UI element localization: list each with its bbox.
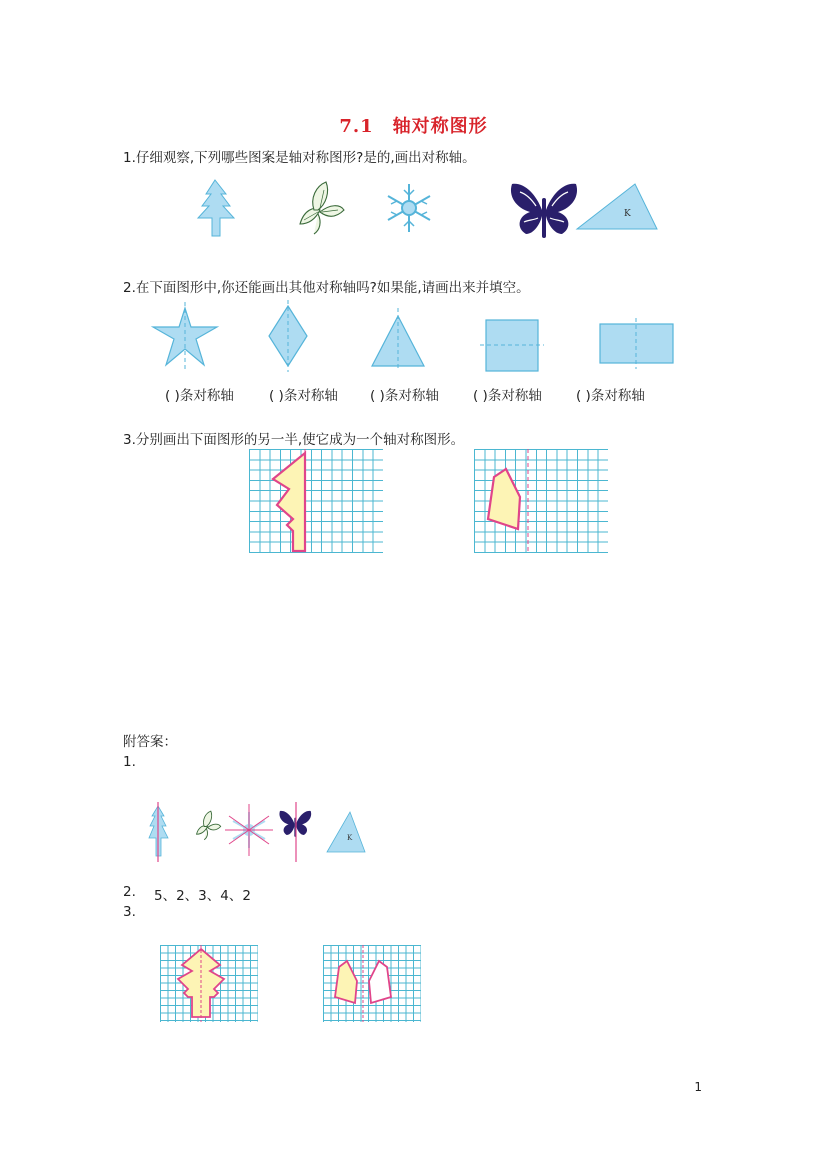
page-number: 1 bbox=[694, 1080, 702, 1094]
question-1: 1.仔细观察,下列哪些图案是轴对称图形?是的,画出对称轴。 bbox=[123, 150, 476, 166]
snowflake-icon bbox=[388, 184, 430, 232]
q2-figures bbox=[150, 300, 680, 372]
answer-2-text: 5、2、3、4、2 bbox=[154, 888, 251, 904]
answer-1-label: 1. bbox=[123, 754, 136, 770]
q1-figures bbox=[190, 178, 670, 242]
rectangle-shape bbox=[600, 324, 673, 363]
question-2: 2.在下面图形中,你还能画出其他对称轴吗?如果能,请画出来并填空。 bbox=[123, 280, 530, 296]
blank-5[interactable]: ( )条对称轴 bbox=[576, 388, 645, 404]
leaf-icon bbox=[197, 811, 221, 840]
blank-1[interactable]: ( )条对称轴 bbox=[165, 388, 234, 404]
triangle-letter: K bbox=[347, 834, 353, 842]
triangle-letter: K bbox=[624, 209, 631, 219]
q3-grid-1 bbox=[249, 449, 383, 553]
leaf-icon bbox=[300, 182, 344, 234]
tree-icon bbox=[198, 180, 234, 236]
butterfly-icon bbox=[279, 811, 311, 837]
butterfly-icon bbox=[511, 184, 577, 238]
triangle-icon bbox=[577, 184, 657, 229]
question-3: 3.分别画出下面图形的另一半,使它成为一个轴对称图形。 bbox=[123, 432, 465, 448]
blank-4[interactable]: ( )条对称轴 bbox=[473, 388, 542, 404]
triangle-icon bbox=[327, 812, 365, 852]
q3-grid-2 bbox=[474, 449, 608, 553]
blank-3[interactable]: ( )条对称轴 bbox=[370, 388, 439, 404]
answer-3-grid-2 bbox=[323, 945, 421, 1022]
answer-3-grid-1 bbox=[160, 945, 258, 1022]
page-title: 7.1 轴对称图形 bbox=[339, 116, 488, 137]
answer-1-figures bbox=[145, 802, 375, 864]
answer-heading: 附答案： bbox=[123, 734, 177, 750]
answer-3-label: 3. bbox=[123, 904, 136, 920]
answer-2-label: 2. bbox=[123, 884, 136, 900]
blank-2[interactable]: ( )条对称轴 bbox=[269, 388, 338, 404]
